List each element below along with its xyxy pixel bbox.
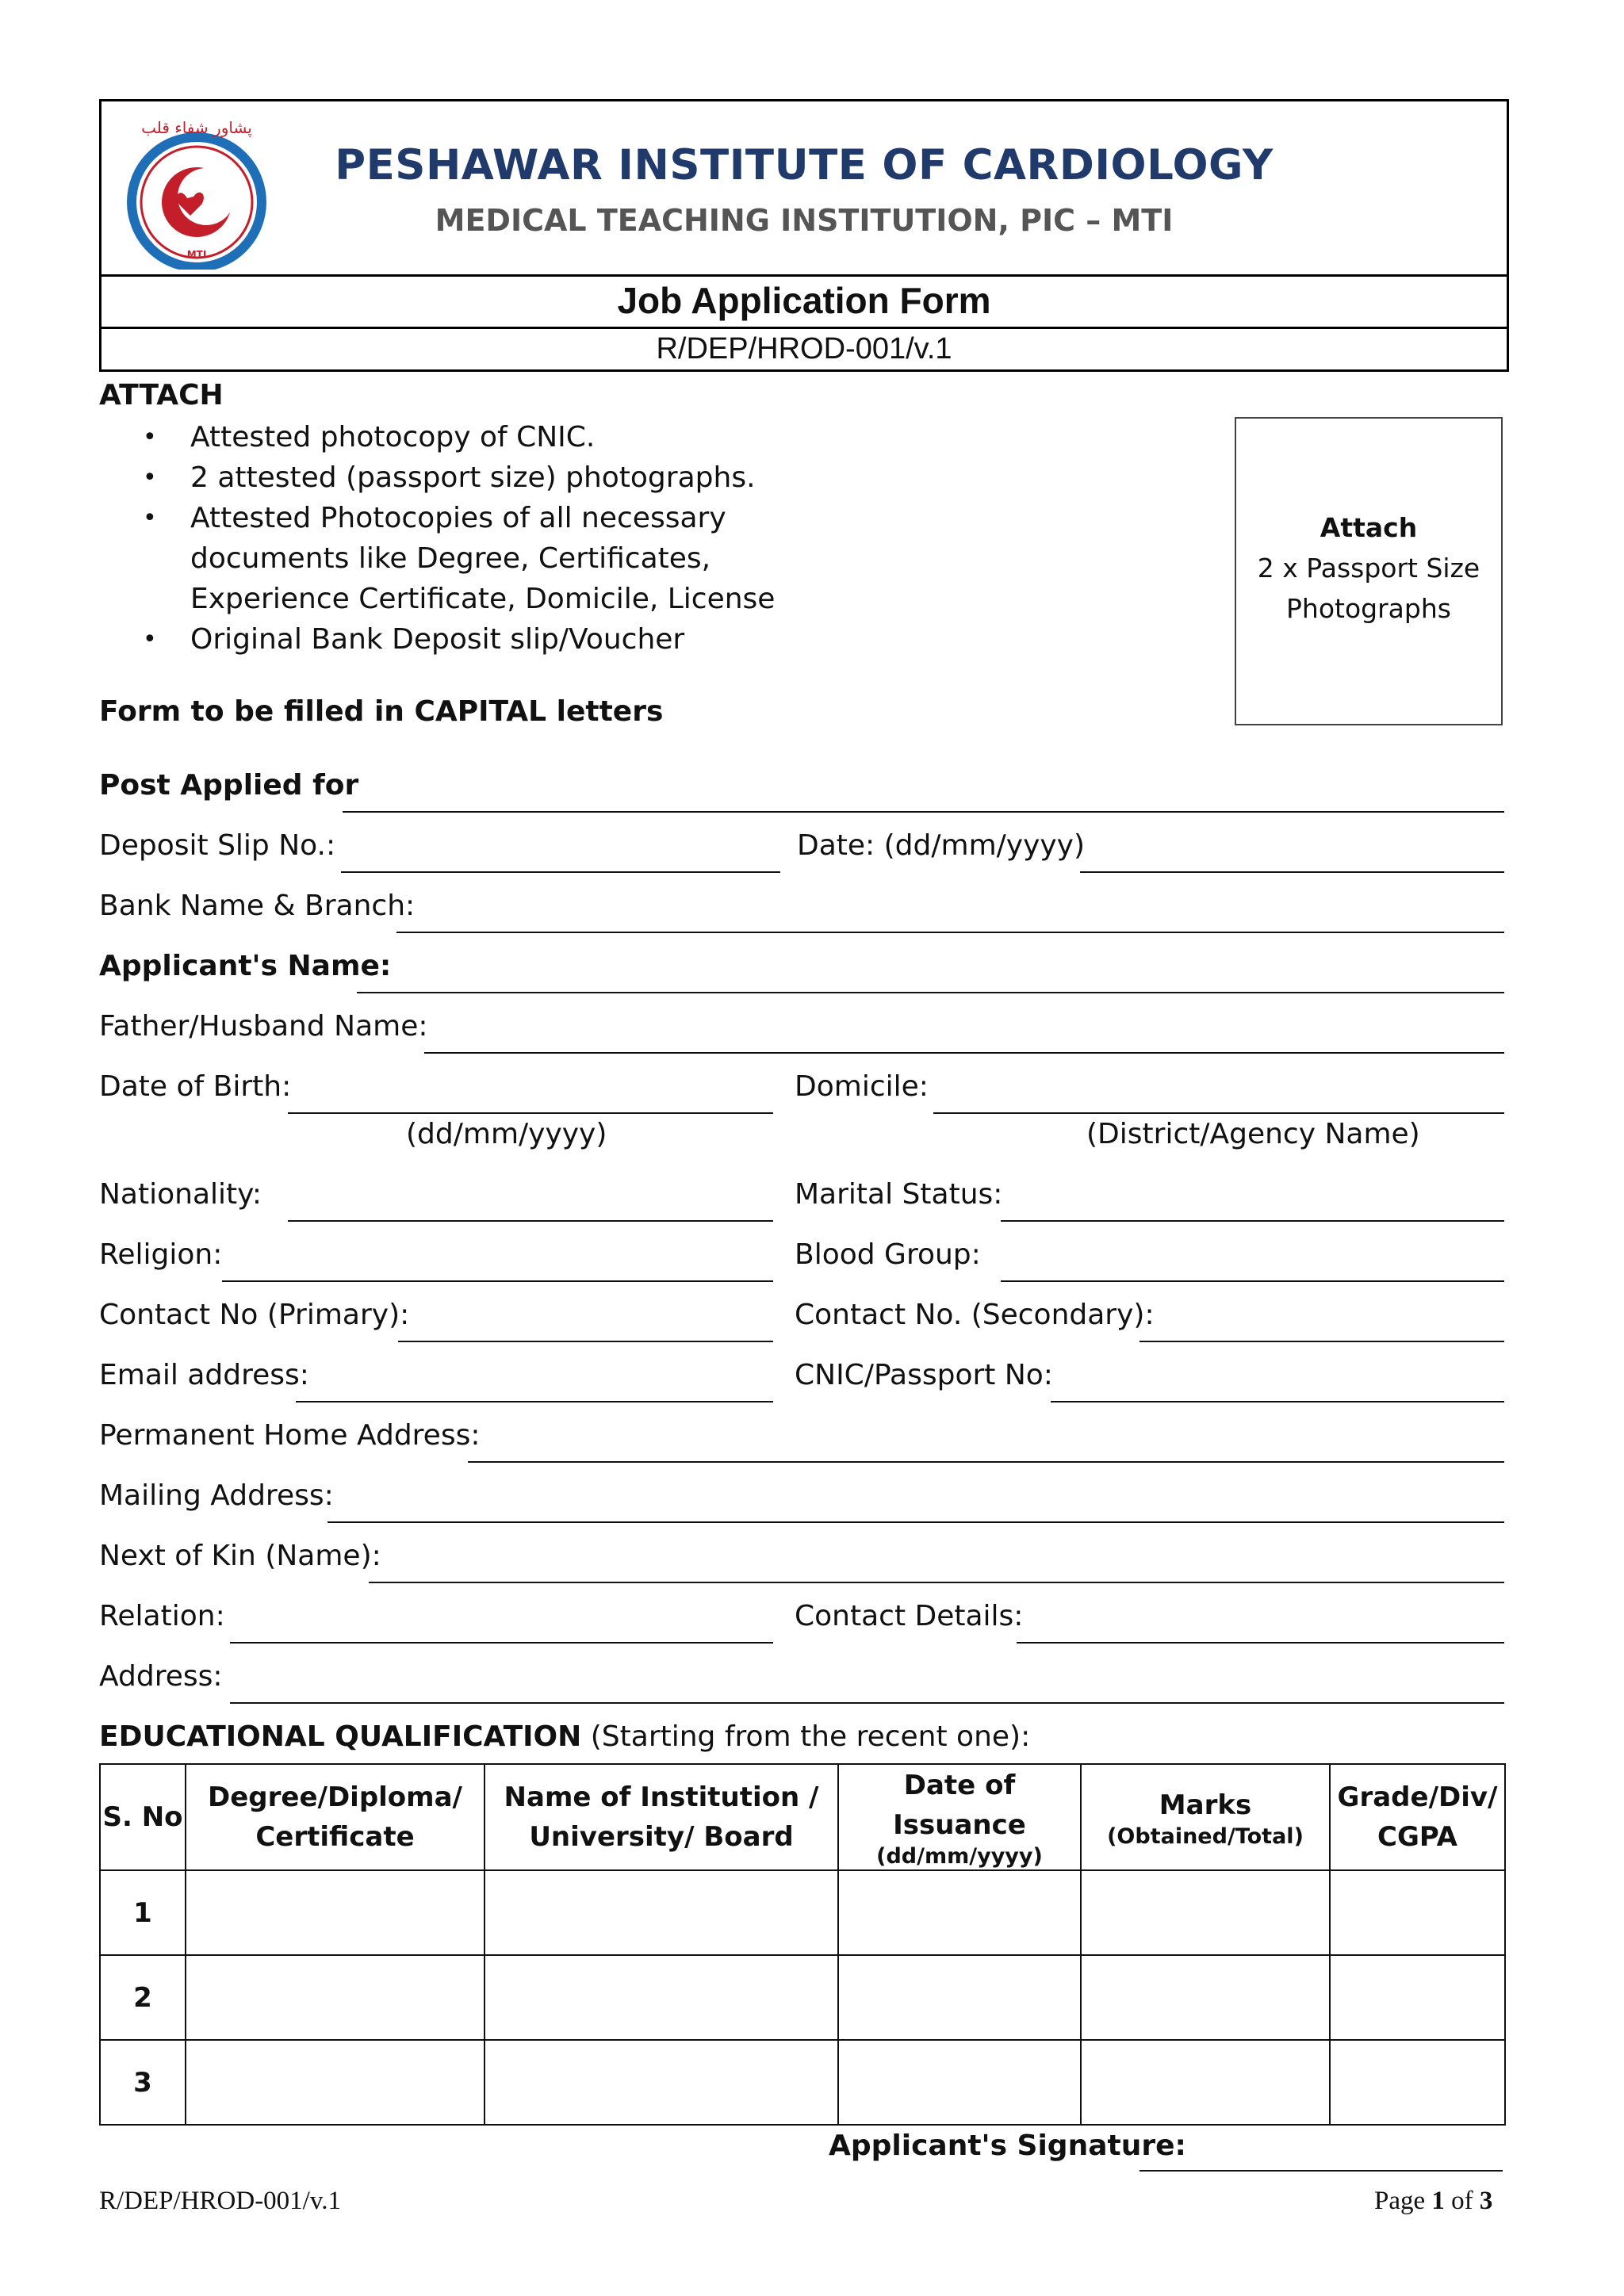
row-number: 2 <box>100 1955 186 2040</box>
education-table-header <box>100 1764 1505 1870</box>
father-name-label: Father/Husband Name: <box>99 1010 428 1043</box>
col-date <box>838 1764 1081 1870</box>
email-field[interactable] <box>296 1401 773 1402</box>
next-of-kin-label: Next of Kin (Name): <box>99 1540 381 1572</box>
institute-logo <box>117 111 276 270</box>
signature-field[interactable] <box>1139 2170 1503 2172</box>
page-number <box>1374 2187 1492 2216</box>
institute-subtitle: MEDICAL TEACHING INSTITUTION, PIC – MTI <box>435 203 1174 238</box>
marital-status-field[interactable] <box>1001 1220 1504 1222</box>
form-code: R/DEP/HROD-001/v.1 <box>656 332 952 365</box>
col-marks-l1: Marks <box>1159 1789 1252 1821</box>
photo-box-line2: 2 x Passport Size <box>1257 553 1480 584</box>
col-grade-l2: CGPA <box>1377 1821 1457 1853</box>
applicant-name-field[interactable] <box>357 992 1504 993</box>
header-form-title-row <box>102 274 1507 329</box>
date-label: Date: (dd/mm/yyyy) <box>797 829 1086 862</box>
institution-cell[interactable] <box>485 1870 838 1955</box>
marks-cell[interactable] <box>1081 2040 1330 2125</box>
photo-attach-box[interactable] <box>1235 417 1503 725</box>
education-heading-title: EDUCATIONAL QUALIFICATION <box>99 1720 582 1753</box>
attach-list <box>190 417 809 660</box>
capital-letters-instruction: Form to be filled in CAPITAL letters <box>99 695 664 728</box>
col-date-l1: Date of Issuance <box>893 1770 1026 1841</box>
address-field[interactable] <box>230 1702 1504 1704</box>
col-grade <box>1330 1764 1505 1870</box>
cnic-label: CNIC/Passport No: <box>795 1359 1053 1391</box>
post-applied-label: Post Applied for <box>99 769 359 802</box>
mailing-address-label: Mailing Address: <box>99 1479 334 1512</box>
col-marks-l2: (Obtained/Total) <box>1107 1824 1304 1849</box>
attach-heading: ATTACH <box>99 379 224 411</box>
domicile-field[interactable] <box>933 1112 1504 1114</box>
institute-name: PESHAWAR INSTITUTE OF CARDIOLOGY <box>335 141 1274 189</box>
svg-text:پشاور شفاء قلب: پشاور شفاء قلب <box>141 118 252 137</box>
bank-label: Bank Name & Branch: <box>99 890 416 922</box>
signature-label: Applicant's Signature: <box>829 2130 1186 2162</box>
row-number: 1 <box>100 1870 186 1955</box>
degree-cell[interactable] <box>186 2040 485 2125</box>
permanent-address-label: Permanent Home Address: <box>99 1419 481 1452</box>
dob-field[interactable] <box>288 1112 773 1114</box>
header-form-code-row <box>102 327 1507 372</box>
col-institution-l2: University/ Board <box>529 1821 794 1853</box>
date-cell[interactable] <box>838 1870 1081 1955</box>
institution-cell[interactable] <box>485 2040 838 2125</box>
header-title-row <box>102 101 1507 277</box>
next-of-kin-field[interactable] <box>369 1582 1504 1583</box>
date-field[interactable] <box>1080 871 1504 873</box>
deposit-slip-label: Deposit Slip No.: <box>99 829 336 862</box>
religion-label: Religion: <box>99 1238 223 1271</box>
permanent-address-field[interactable] <box>468 1461 1504 1463</box>
marks-cell[interactable] <box>1081 1955 1330 2040</box>
relation-field[interactable] <box>230 1642 773 1644</box>
education-table <box>99 1763 1506 2126</box>
dob-format-hint: (dd/mm/yyyy) <box>406 1118 607 1150</box>
contact-primary-label: Contact No (Primary): <box>99 1299 410 1331</box>
page-current: 1 <box>1431 2187 1445 2215</box>
col-degree <box>186 1764 485 1870</box>
table-row <box>100 1870 1505 1955</box>
col-institution <box>485 1764 838 1870</box>
mailing-address-field[interactable] <box>327 1521 1504 1523</box>
education-heading-note: (Starting from the recent one): <box>581 1720 1031 1753</box>
grade-cell[interactable] <box>1330 1870 1505 1955</box>
page-total: 3 <box>1479 2187 1493 2215</box>
nationality-field[interactable] <box>288 1220 773 1222</box>
contact-secondary-label: Contact No. (Secondary): <box>795 1299 1155 1331</box>
table-row <box>100 2040 1505 2125</box>
form-title: Job Application Form <box>617 280 991 321</box>
nationality-label: Nationality: <box>99 1178 262 1211</box>
contact-primary-field[interactable] <box>398 1341 773 1342</box>
relation-label: Relation: <box>99 1600 225 1632</box>
page-of: of <box>1444 2187 1480 2215</box>
attach-item: • Attested Photocopies of all necessary documents like Degree, Certificates, Experience Certificate, Domicile, License <box>190 498 809 619</box>
education-heading <box>99 1720 1030 1753</box>
contact-details-label: Contact Details: <box>795 1600 1024 1632</box>
photo-box-line1: Attach <box>1320 512 1418 543</box>
dob-label: Date of Birth: <box>99 1070 292 1103</box>
col-sno: S. No <box>100 1764 186 1870</box>
marital-status-label: Marital Status: <box>795 1178 1003 1211</box>
degree-cell[interactable] <box>186 1870 485 1955</box>
contact-secondary-field[interactable] <box>1139 1341 1504 1342</box>
form-header <box>99 99 1509 372</box>
father-name-field[interactable] <box>424 1052 1504 1054</box>
grade-cell[interactable] <box>1330 1955 1505 2040</box>
col-degree-l1: Degree/Diploma/ <box>208 1781 462 1813</box>
address-label: Address: <box>99 1660 223 1693</box>
attach-item: • Original Bank Deposit slip/Voucher <box>190 619 809 660</box>
post-applied-field[interactable] <box>343 811 1504 813</box>
bank-field[interactable] <box>396 932 1504 933</box>
marks-cell[interactable] <box>1081 1870 1330 1955</box>
degree-cell[interactable] <box>186 1955 485 2040</box>
svg-text:MTI: MTI <box>186 249 207 260</box>
col-date-l2: (dd/mm/yyyy) <box>876 1844 1043 1869</box>
attach-item: • 2 attested (passport size) photographs. <box>190 457 809 498</box>
page-prefix: Page <box>1374 2187 1432 2215</box>
date-cell[interactable] <box>838 1955 1081 2040</box>
contact-details-field[interactable] <box>1017 1642 1504 1644</box>
blood-group-label: Blood Group: <box>795 1238 981 1271</box>
photo-box-line3: Photographs <box>1286 593 1451 624</box>
religion-field[interactable] <box>222 1280 773 1282</box>
deposit-slip-field[interactable] <box>341 871 780 873</box>
domicile-label: Domicile: <box>795 1070 929 1103</box>
attach-item: • Attested photocopy of CNIC. <box>190 417 809 457</box>
table-row <box>100 1955 1505 2040</box>
institution-cell[interactable] <box>485 1955 838 2040</box>
cnic-field[interactable] <box>1051 1401 1504 1402</box>
col-grade-l1: Grade/Div/ <box>1337 1781 1498 1813</box>
date-cell[interactable] <box>838 2040 1081 2125</box>
footer-form-code: R/DEP/HROD-001/v.1 <box>99 2187 341 2215</box>
domicile-hint: (District/Agency Name) <box>1086 1118 1420 1150</box>
row-number: 3 <box>100 2040 186 2125</box>
blood-group-field[interactable] <box>1001 1280 1504 1282</box>
col-institution-l1: Name of Institution / <box>504 1781 819 1813</box>
col-marks <box>1081 1764 1330 1870</box>
email-label: Email address: <box>99 1359 309 1391</box>
col-degree-l2: Certificate <box>255 1821 415 1853</box>
grade-cell[interactable] <box>1330 2040 1505 2125</box>
applicant-name-label: Applicant's Name: <box>99 950 392 982</box>
